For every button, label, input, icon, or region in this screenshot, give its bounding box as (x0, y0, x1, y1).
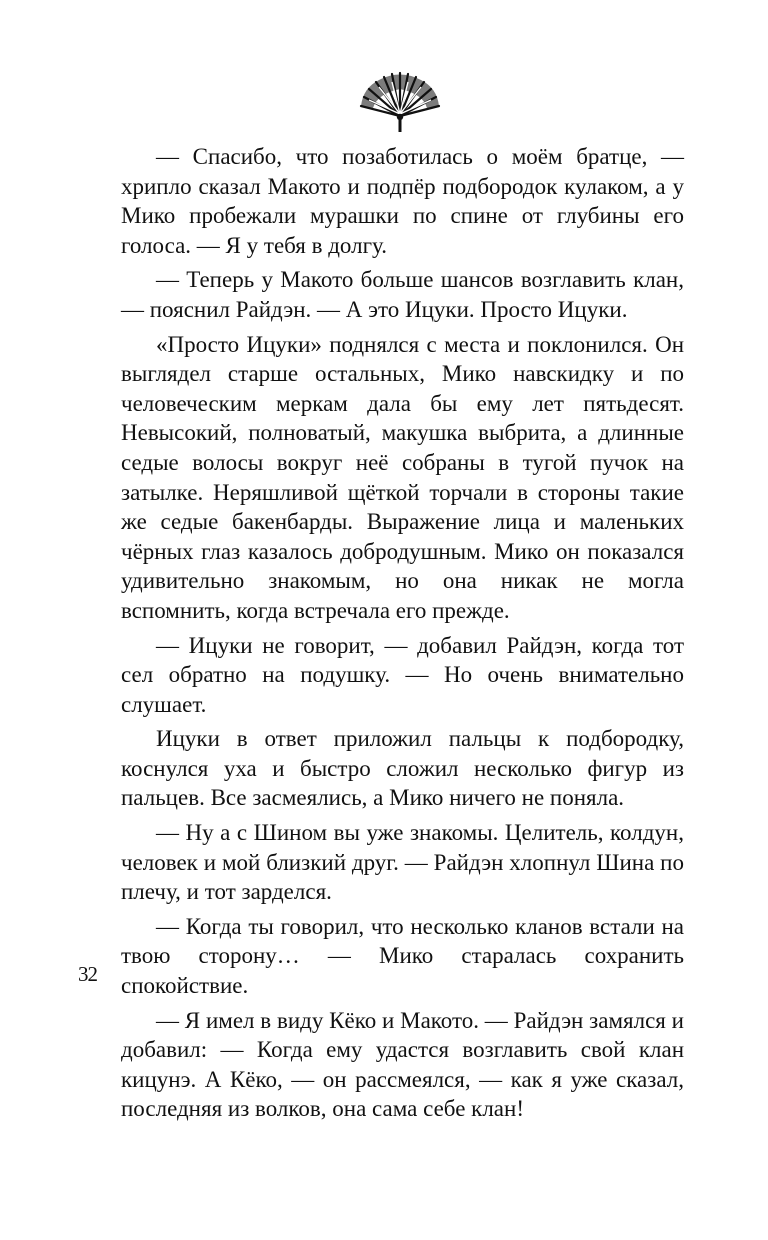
paragraph: — Я имел в виду Кёко и Макото. — Райдэн замялся и добавил: — Когда ему удастся возглавить свой клан кицунэ. А Кёко, — он рассмеялся, — как я уже сказал, последняя из волков, она сама себе клан! (121, 1007, 684, 1122)
paragraph: Ицуки в ответ приложил пальцы к подбородку, коснулся уха и быстро сложил несколько фигур из пальцев. Все засмеялись, а Мико ничего не поняла. (121, 726, 684, 811)
paragraph: — Теперь у Макото больше шансов возглавить клан, — пояснил Райдэн. — А это Ицуки. Просто Ицуки. (121, 267, 684, 322)
paragraph: — Ну а с Шином вы уже знакомы. Целитель, колдун, человек и мой близкий друг. — Райдэн хлопнул Шина по плечу, и тот зарделся. (121, 820, 684, 905)
paragraph: — Ицуки не говорит, — добавил Райдэн, когда тот сел обратно на подушку. — Но очень внимательно слушает. (121, 632, 684, 717)
body-text (121, 142, 684, 1129)
paragraph: «Просто Ицуки» поднялся с места и поклонился. Он выглядел старше остальных, Мико навскидку и по человеческим меркам дала бы ему лет пятьдесят. Невысокий, полноватый, макушка выбрита, а длинные седые волосы вокруг неё собраны в тугой пучок на затылке. Неряшливой щёткой торчали в стороны такие же седые бакенбарды. Выражение лица и маленьких чёрных глаз казалось добродушным. Мико он показался удивительно знакомым, но она никак не могла вспомнить, когда встречала его прежде. (121, 331, 684, 623)
paragraph: — Когда ты говорил, что несколько кланов встали на твою сторону… — Мико старалась сохранить спокойствие. (121, 913, 684, 999)
paragraph: — Спасибо, что позаботилась о моём братце, — хрипло сказал Макото и подпёр подбородок кулаком, а у Мико пробежали мурашки по спине от глубины его голоса. — Я у тебя в долгу. (121, 144, 684, 258)
page-number: 32 (78, 962, 97, 986)
folding-fan-icon (355, 70, 445, 136)
